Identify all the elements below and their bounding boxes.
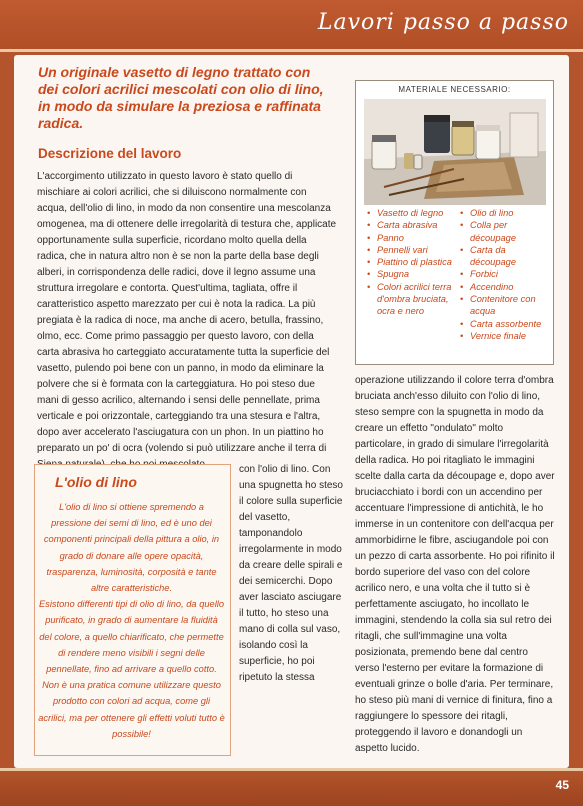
material-item: • Vernice finale [460,330,550,342]
description-heading: Descrizione del lavoro [38,146,182,161]
paint-jar-icon [476,129,500,159]
material-item: • Carta assorbente [460,318,550,330]
olio-heading: L'olio di lino [55,474,137,490]
page-number: 45 [555,778,569,792]
materials-title: MATERIALE NECESSARIO: [398,85,511,94]
material-item: • Forbici [460,268,550,280]
footer-band [0,768,583,806]
paint-jar-icon [372,139,396,169]
paint-jar-icon [424,119,450,153]
header-band [0,0,583,52]
olio-text [38,499,225,742]
lead-paragraph: Un originale vasetto di legno trattato con dei colori acrilici mescolati con olio di lino, in modo da simulare la preziosa e raffinata radica. [38,64,324,131]
box-icon [510,113,538,157]
description-text: L'accorgimento utilizzato in questo lavoro è stato quello di mischiare ai colori acrilici, che si diluiscono normalmente con acqua, dell'olio di lino, in modo da non consentire una mescolanza omogenea, ma di ottenere delle irregolarità di testura che, applicate opportunamente sulla superficie, ricordano molto quella della radica, che in natura altro non è se non la parte della base degli alberi, in corrispondenza delle radici, dove il legno assume una struttura irregolare e contorta. Quest'ultima, tagliata, offre il caratteristico aspetto marezzato per cui è nota la radica. La più pregiata è la radica di noce, ma anche di acero, betulla, frassino, olmo, ecc. Come primo passaggio per questo lavoro, con della carta abrasiva ho carteggiato accuratamente tutta la superficie del vasetto, pulendo poi bene con un panno, in modo da eliminare la polvere che si è formata con la carteggiatura. Ho poi steso due mani di gesso acrilico, alternando i sensi delle pennellate, prima verticale e poi orizzontale, carteggiando tra una stesura e l'altra, dopo aver accelerato l'asciugatura con un phon. In un piattino ho preparato un po' di ocra (volendo si può utilizzare anche il terra di [37,171,337,454]
materials-photo-illustration [364,99,546,205]
materials-photo [364,99,546,205]
material-item: • Panno [367,232,457,244]
material-item: • Carta da découpage [460,244,550,269]
olio-paragraph-2: Esistono differenti tipi di olio di lino, da quello purificato, in grado di aumentare la fluidità del colore, a quello chiarificato, che permette di rendere meno visibili i segni delle pennellate, fino ad arrivare a quello cotto. [38,599,225,675]
materials-list-right [460,207,550,342]
material-item: • Spugna [367,268,457,280]
material-item: • Colla per découpage [460,219,550,244]
materials-box [355,80,554,365]
section-title: Lavori passo a passo [317,10,569,35]
material-item: • Olio di lino [460,207,550,219]
material-item: • Accendino [460,281,550,293]
material-item: • Pennelli vari [367,244,457,256]
right-column-text: operazione utilizzando il colore terra d'ombra bruciata anch'esso diluito con l'olio di lino, steso sempre con la spugnetta in modo da creare un effetto "ondulato" molto particolare, in grado di simulare l'irregolarità della radica. Ho poi ritagliato le immagini scelte dalla carta da découpage e, dopo aver bruciacchiato i bordi con un accendino per accentuare l'impressione di antichità, le ho immerse in un contenitore con dell'acqua per ammorbidirne le fibre, asciugandole poi con un pezzo di carta assorbente. Ho poi rifinito il bordo superiore del vaso con del colore acrilico nero, e una volta che il tutto si è perfettamente asciugato, ho incollato le immagini, stendendo la colla sia sul retro dei ritagli, che sull'immagine una volta posizionata, premendo bene dal centro verso l'esterno per evitare la formazione di eventuali grinze o bolle d'aria. Per terminare, ho steso più mani di vernice di finitura, fino a raggiungere lo spessore dei ritagli, proteggendo il lavoro e donandogli un aspetto lucido. [355,375,555,754]
material-item: • Piattino di plastica [367,256,457,268]
material-item: • Carta abrasiva [367,219,457,231]
material-item: • Contenitore con acqua [460,293,550,318]
paint-jar-icon [452,125,474,155]
olio-paragraph-3: Non è una pratica comune utilizzare questo prodotto con colori ad acqua, come gli acrilici, ma per ottenere gli effetti voluti tutto è possibile! [38,680,225,739]
middle-column-text: con l'olio di lino. Con una spugnetta ho steso il colore sulla superficie del vasetto, tamponandolo irregolarmente in modo da creare delle spirali e dei semicerchi. Dopo aver lasciato asciugare il tutto, ho steso una mano di colla sul vaso, isolando così la superficie, ho poi ripetuto la stessa [239,464,343,683]
olio-paragraph-1: L'olio di lino si ottiene spremendo a pressione dei semi di lino, ed è uno dei componenti principali della pittura a olio, in grado di donare alle opere opacità, trasparenza, luminosità, corposità e tante altre caratteristiche. [43,502,220,594]
materials-list-left [367,207,457,318]
material-item: • Colori acrilici terra d'ombra bruciata, ocra e nero [367,281,457,318]
material-item: • Vasetto di legno [367,207,457,219]
